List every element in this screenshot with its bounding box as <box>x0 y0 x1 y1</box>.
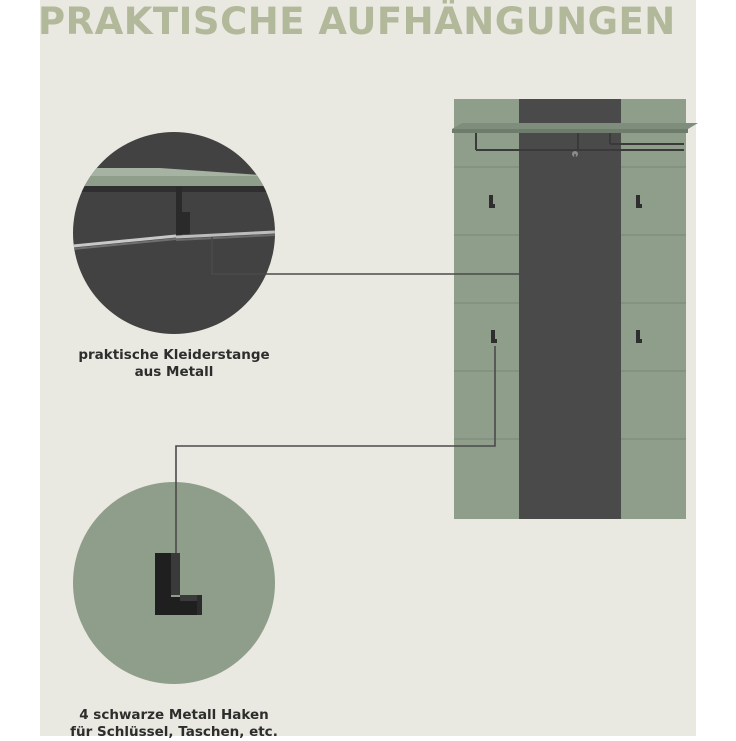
hook-caption-line1: 4 schwarze Metall Haken <box>79 707 269 723</box>
rail-caption-line2: aus Metall <box>134 364 214 380</box>
page-title: PRAKTISCHE AUFHÄNGUNGEN <box>38 0 676 43</box>
rail-caption <box>70 347 278 381</box>
clothes-rail-detail <box>73 132 275 334</box>
metal-hook-detail <box>73 482 275 684</box>
hook-caption-line2: für Schlüssel, Taschen, etc. <box>70 724 278 740</box>
rail-caption-line1: praktische Kleiderstange <box>78 347 270 363</box>
